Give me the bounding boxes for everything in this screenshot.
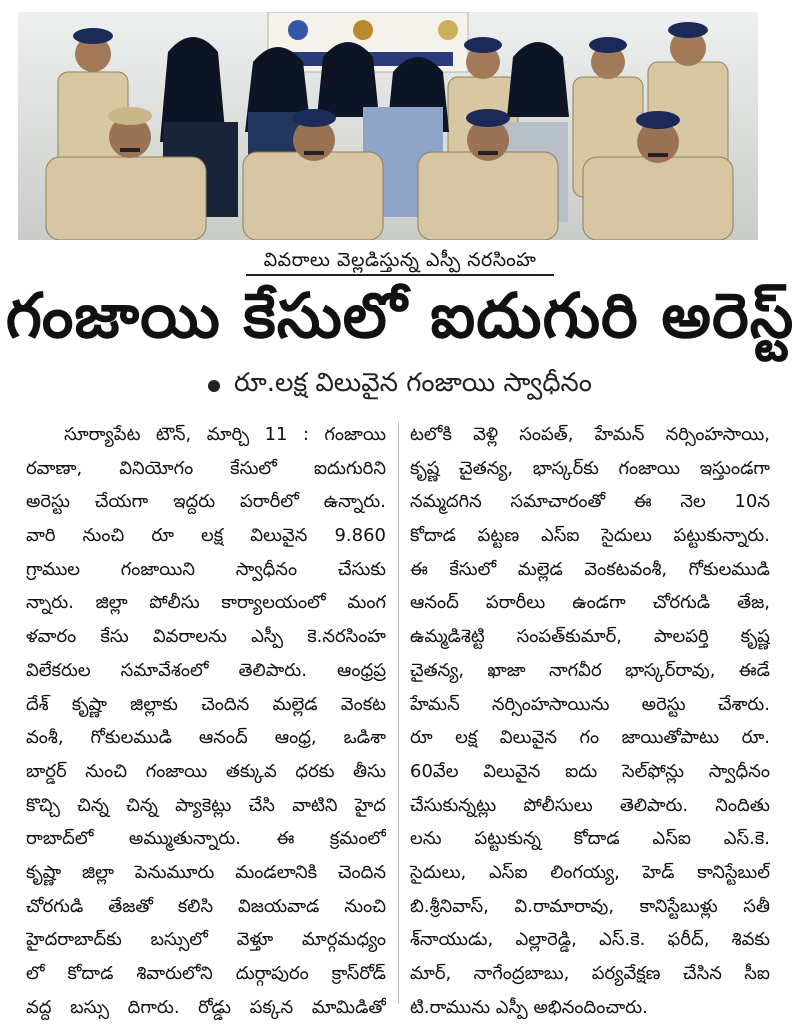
article-line: కోదాడ పట్టణ ఎస్ఐ సైదులు పట్టుకున్నారు. [410,525,770,547]
article-line: హైదరాబాద్‌కు బస్సులో వెళ్తూ మార్గమధ్యం [26,929,386,951]
article-line: చేసుకున్నట్లు పోలీసులు తెలిపారు. నిందితు [410,794,770,816]
article-line: బార్డర్ నుంచి గంజాయి తక్కువ ధరకు తీసు [26,760,386,782]
article-line: సూర్యాపేట టౌన్, మార్చి 11 : గంజాయి [64,424,386,445]
article-line: బి.శ్రీనివాస్, వి.రామారావు, కానిస్టేబుళ్లు సతీ [410,895,770,917]
article-line: చైతన్య, ఖాజా నాగవీర భాస్కర్‌రావు, ఈడే [410,659,770,681]
article-line: టలోకి వెళ్లి సంపత్, హేమన్ నర్సింహసాయి, [410,424,770,445]
caption-text: వివరాలు వెల్లడిస్తున్న ఎస్పీ నరసింహ [246,246,555,276]
press-meet-photo [18,12,758,240]
article-line: లో కోదాడ శివారులోని దుర్గాపురం క్రాస్‌రోడ్ [26,963,386,984]
photo-illustration [18,12,758,240]
article-line: మార్, నాగేంద్రబాబు, పర్యవేక్షణ చేసిన సీఐ [410,963,770,984]
article-line: కృష్ణా జిల్లా పెనుమూరు మండలానికి చెందిన [26,861,386,883]
article-line: న్నారు. జిల్లా పోలీసు కార్యాలయంలో మంగ [26,592,386,614]
bullet-icon [208,380,220,392]
headline: గంజాయి కేసులో ఐదుగురి అరెస్ట్ [5,279,795,352]
article-line: చోరగుడి తేజతో కలిసి విజయవాడ నుంచి [26,895,386,917]
photo-caption [0,244,800,278]
subheadline-text: రూ.లక్ష విలువైన గంజాయి స్వాధీనం [234,368,592,398]
article-line: కొచ్చి చిన్న చిన్న ప్యాకెట్లు చేసి వాటిని హైద [26,794,386,816]
article-line: వద్ద బస్సు దిగారు. రోడ్డు పక్కన మామిడితో [26,996,386,1018]
article-line: గ్రాముల గంజాయిని స్వాధీనం చేసుకు [26,558,386,580]
article-line: నమ్మదగిన సమాచారంతో ఈ నెల 10న [410,491,770,513]
article-line: దేశ్ కృష్ణా జిల్లాకు చెందిన మల్లెడ వెంకట [26,693,386,715]
article-line: హేమన్ నర్సింహసాయిను అరెస్టు చేశారు. [410,693,770,715]
article-column-left [26,418,386,1018]
article-line: ఈ కేసులో మల్లెడ వెంకటవంశీ, గోకులముడి [410,558,770,580]
article-line: ఉమ్మడిశెట్టి సంపత్‌కుమార్, పాలపర్తి కృష్ణ [410,626,770,648]
article-line: అరెస్టు చేయగా ఇద్దరు పరారీలో ఉన్నారు. [26,491,386,513]
article-line: వారి నుంచి రూ లక్ష విలువైన 9.860 [26,525,386,547]
article-line: వంశీ, గోకులముడి ఆనంద్ ఆంధ్ర, ఒడిశా [26,727,386,749]
article-line: విలేకరుల సమావేశంలో తెలిపారు. ఆంధ్రప్ర [26,659,386,681]
article-line: కృష్ణ చైతన్య, భాస్కర్‌కు గంజాయి ఇస్తుండగా [410,457,770,479]
article-line: శ్‌నాయుడు, ఎల్లారెడ్డి, ఎస్.కె. ఫరీద్, శివకు [410,929,770,951]
subheadline [0,366,800,406]
article-line: రాబాద్‌లో అమ్ముతున్నారు. ఈ క్రమంలో [26,828,386,850]
article-line: ఆనంద్ పరారీలు ఉండగా చోరగుడి తేజ, [410,592,770,614]
article-line: 60వేల విలువైన ఐదు సెల్‌ఫోన్లు స్వాధీనం [410,760,770,782]
article-line: సైదులు, ఎస్ఐ లింగయ్య, హెడ్ కానిస్టేబుల్ [410,861,770,883]
article-line: రవాణా, వినియోగం కేసులో ఐదుగురిని [26,457,386,479]
article-line: టి.రామును ఎస్పీ అభినందించారు. [410,996,648,1018]
article-line: లను పట్టుకున్న కోదాడ ఎస్ఐ ఎస్.కె. [410,828,770,850]
article-line: రూ లక్ష విలువైన గం జాయితోపాటు రూ. [410,727,770,749]
column-divider [398,422,399,1004]
article-body [26,418,770,1018]
article-line: ళవారం కేసు వివరాలను ఎస్పీ కె.నరసింహ [26,626,386,648]
article-column-right [410,418,770,1018]
